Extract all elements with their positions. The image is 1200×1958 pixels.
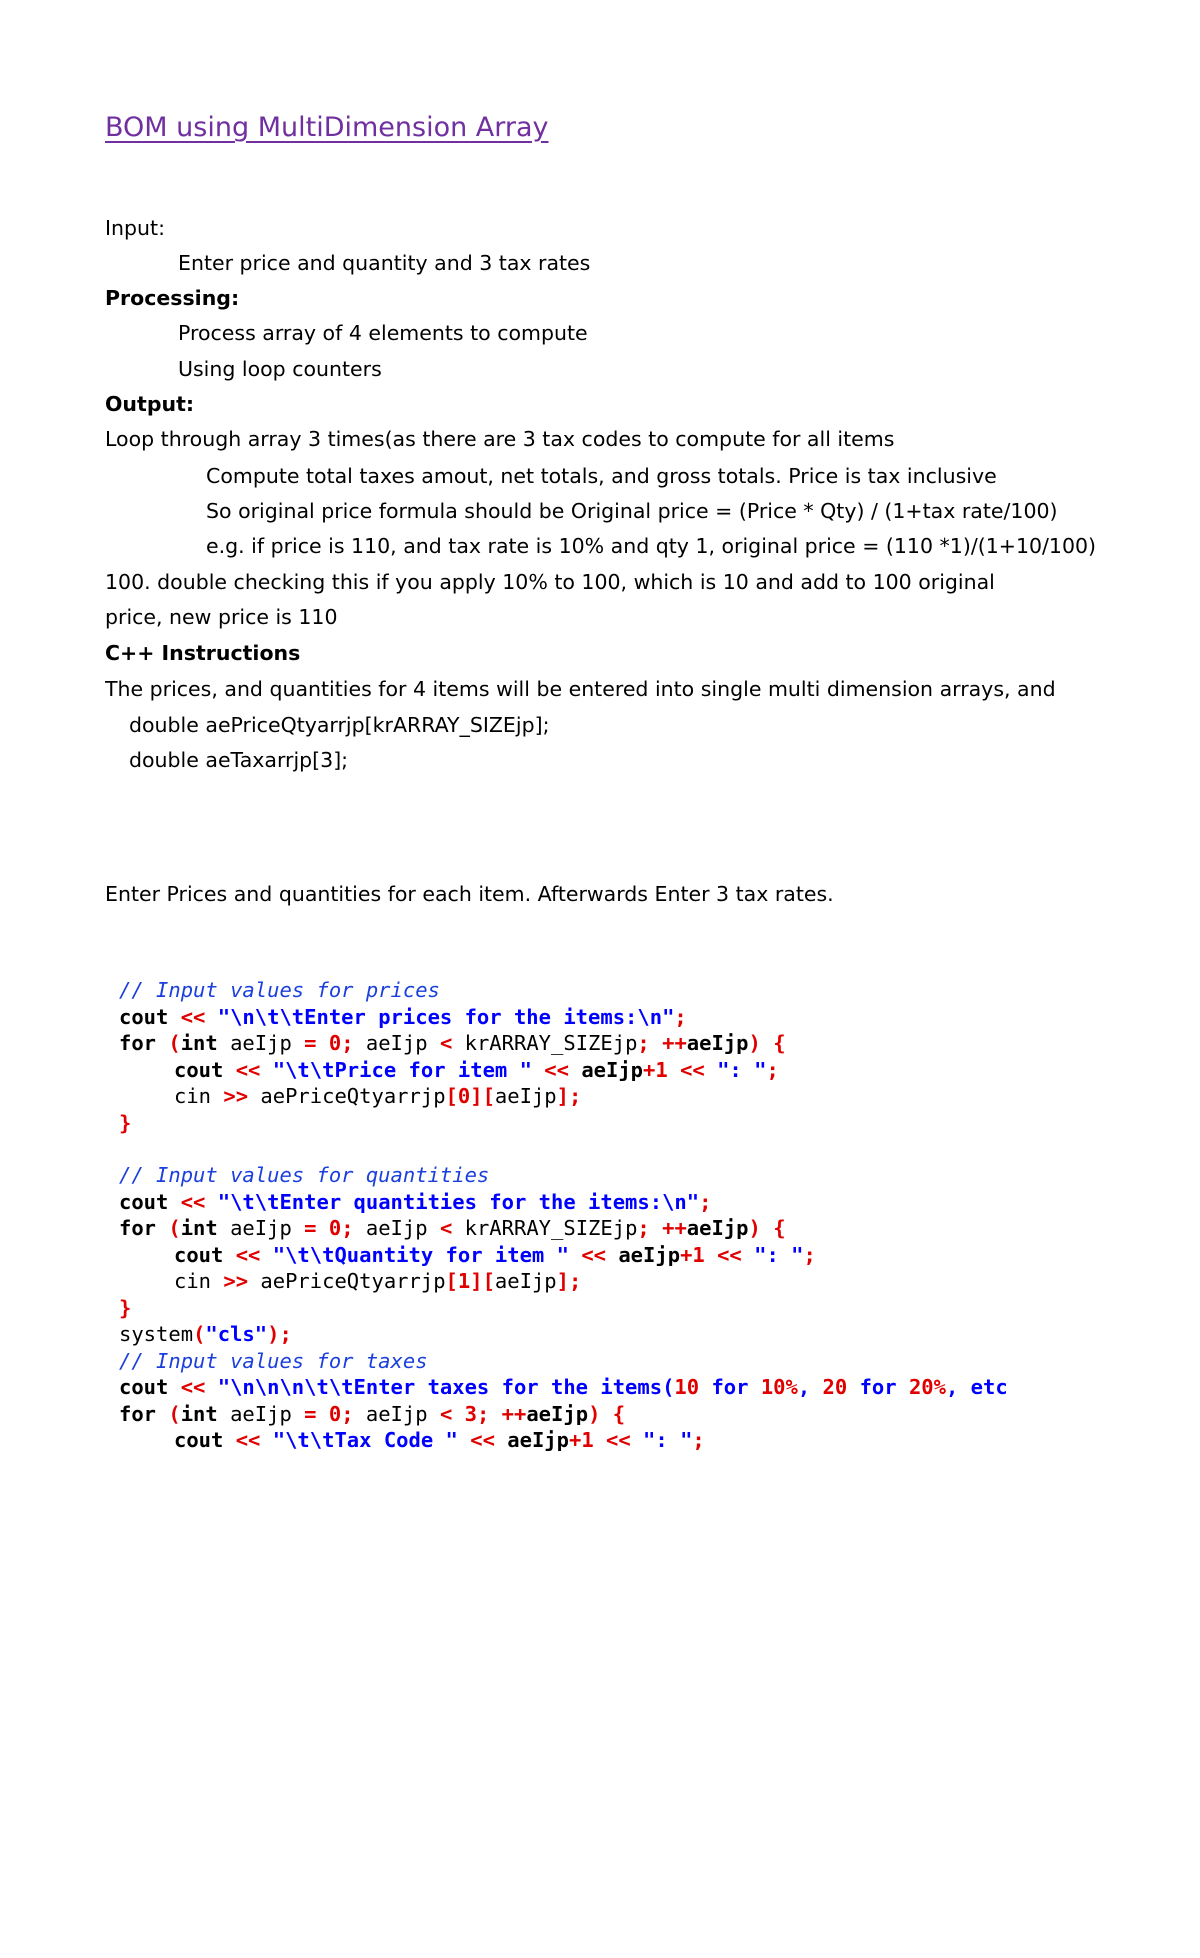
code-comment: // Input values for quantities: [119, 1163, 490, 1187]
output-line-3: So original price formula should be Original price = (Price * Qty) / (1+tax rate/100): [206, 499, 1058, 523]
code-token: 3: [464, 1401, 477, 1426]
code-line: [119, 1348, 428, 1375]
code-line: [119, 1189, 711, 1216]
input-text: Enter price and quantity and 3 tax rates: [178, 251, 591, 275]
code-token: krARRAY_SIZEjp: [464, 1031, 638, 1055]
code-token: <<: [680, 1057, 718, 1082]
code-token: >>: [223, 1084, 261, 1108]
processing-line-1: Process array of 4 elements to compute: [178, 321, 588, 345]
code-token: +1: [568, 1428, 607, 1452]
code-line: [119, 1295, 131, 1322]
code-token: 0: [328, 1216, 342, 1240]
code-token: +1: [680, 1242, 718, 1267]
code-token: <<: [235, 1057, 273, 1082]
code-token: aeIjp: [494, 1269, 557, 1293]
code-token: <<: [717, 1242, 755, 1267]
code-token: ;: [341, 1401, 366, 1426]
code-token: ;: [692, 1428, 705, 1452]
code-token: 10%: [760, 1375, 798, 1399]
code-line: [174, 1242, 816, 1269]
code-token: +1: [643, 1057, 681, 1082]
code-token: (: [193, 1322, 206, 1346]
code-token: ;: [803, 1242, 816, 1267]
code-line: [174, 1083, 581, 1110]
code-token: }: [119, 1295, 132, 1320]
code-token: 0: [457, 1084, 471, 1108]
code-line: [119, 977, 440, 1004]
code-line: [174, 1427, 705, 1454]
cpp-line-1: The prices, and quantities for 4 items will be entered into single multi dimension arrays, and: [105, 677, 1056, 701]
code-line: [119, 1215, 786, 1242]
code-token: [: [445, 1269, 458, 1293]
code-token: =: [304, 1216, 329, 1240]
code-token: aeIjp: [581, 1057, 644, 1082]
code-token: ) {: [748, 1031, 786, 1055]
code-token: 10: [674, 1375, 712, 1399]
code-token: aeIjp: [230, 1216, 305, 1240]
code-token: (: [168, 1031, 181, 1055]
code-token: (: [168, 1216, 181, 1240]
code-token: aeIjp: [365, 1031, 440, 1055]
cpp-heading: C++ Instructions: [105, 641, 301, 665]
code-token: ;: [637, 1216, 663, 1240]
code-token: <<: [180, 1004, 218, 1029]
code-token: ) {: [748, 1216, 786, 1240]
code-token: <<: [470, 1428, 508, 1452]
code-comment: // Input values for prices: [119, 978, 440, 1002]
code-token: aeIjp: [365, 1216, 440, 1240]
code-token: ": ": [643, 1428, 693, 1452]
code-token: ++: [662, 1031, 687, 1055]
code-token: 20%: [908, 1375, 946, 1399]
code-token: ": ": [754, 1242, 804, 1267]
code-token: <: [439, 1031, 465, 1055]
code-token: ,: [797, 1375, 823, 1399]
code-token: cout: [119, 1004, 181, 1029]
code-token: for: [119, 1031, 169, 1055]
code-line: [119, 1321, 292, 1348]
processing-heading: Processing:: [105, 286, 240, 310]
code-line: [174, 1057, 779, 1084]
code-token: ];: [556, 1084, 582, 1108]
code-token: cin: [174, 1084, 224, 1108]
code-token: aeIjp: [494, 1084, 557, 1108]
code-token: aeIjp: [230, 1401, 305, 1426]
code-line: [174, 1268, 581, 1295]
enter-instructions: Enter Prices and quantities for each item. Afterwards Enter 3 tax rates.: [105, 882, 834, 906]
code-token: ;: [637, 1031, 663, 1055]
page-title: BOM using MultiDimension Array: [105, 112, 549, 143]
code-token: for: [711, 1375, 761, 1399]
code-token: ;: [341, 1216, 366, 1240]
code-token: <: [439, 1216, 465, 1240]
code-line: [119, 1401, 625, 1428]
code-token: cout: [174, 1057, 236, 1082]
code-token: ;: [476, 1401, 502, 1426]
code-token: 0: [328, 1401, 342, 1426]
code-comment: // Input values for taxes: [119, 1348, 428, 1373]
code-token: cout: [119, 1189, 181, 1214]
code-token: <<: [606, 1428, 644, 1452]
code-token: system: [119, 1322, 194, 1346]
output-line-5: 100. double checking this if you apply 10% to 100, which is 10 and add to 100 original: [105, 570, 995, 594]
code-token: =: [304, 1401, 329, 1426]
code-token: int: [180, 1401, 231, 1426]
code-token: aeIjp: [618, 1242, 681, 1267]
code-token: >>: [223, 1269, 261, 1293]
code-token: int: [180, 1031, 231, 1055]
cpp-declaration-2: double aeTaxarrjp[3];: [129, 748, 349, 772]
code-token: aeIjp: [230, 1031, 305, 1055]
code-token: <<: [235, 1428, 273, 1452]
code-token: =: [304, 1031, 329, 1055]
code-token: aeIjp: [526, 1401, 589, 1426]
code-token: 0: [328, 1031, 342, 1055]
code-token: ) {: [588, 1401, 626, 1426]
code-token: krARRAY_SIZEjp: [464, 1216, 638, 1240]
code-token: ][: [470, 1269, 495, 1293]
code-token: aeIjp: [365, 1401, 440, 1426]
output-line-1: Loop through array 3 times(as there are 3 tax codes to compute for all items: [105, 427, 895, 451]
code-token: ;: [674, 1004, 687, 1029]
code-token: "cls": [205, 1322, 268, 1346]
code-token: <<: [180, 1375, 218, 1399]
code-token: <<: [235, 1242, 273, 1267]
code-token: 1: [457, 1269, 471, 1293]
code-line: [119, 1162, 489, 1189]
code-token: aeIjp: [686, 1031, 749, 1055]
cpp-declaration-1: double aePriceQtyarrjp[krARRAY_SIZEjp];: [129, 713, 550, 737]
code-line: [119, 1004, 687, 1031]
input-heading: Input:: [105, 216, 165, 240]
code-line: [119, 1374, 1008, 1401]
output-line-4: e.g. if price is 110, and tax rate is 10% and qty 1, original price = (110 *1)/(1+10/100): [206, 534, 1097, 558]
code-token: cout: [119, 1375, 181, 1399]
code-token: cout: [174, 1242, 236, 1267]
code-token: <<: [180, 1189, 218, 1214]
output-heading: Output:: [105, 392, 195, 416]
code-token: for: [119, 1216, 169, 1240]
code-block: [119, 977, 1119, 1457]
code-token: [: [445, 1084, 458, 1108]
code-token: }: [119, 1110, 132, 1135]
code-token: "\t\tQuantity for item ": [272, 1242, 582, 1267]
code-line: [119, 1110, 131, 1137]
code-token: (: [168, 1401, 181, 1426]
code-token: ": ": [717, 1057, 767, 1082]
output-line-2: Compute total taxes amout, net totals, and gross totals. Price is tax inclusive: [206, 464, 997, 488]
processing-line-2: Using loop counters: [178, 357, 382, 381]
code-token: <<: [544, 1057, 582, 1082]
code-token: <: [439, 1401, 465, 1426]
code-token: ];: [556, 1269, 582, 1293]
code-token: "\n\t\tEnter prices for the items:\n": [217, 1004, 675, 1029]
code-token: ][: [470, 1084, 495, 1108]
code-token: for: [119, 1401, 169, 1426]
code-token: aeIjp: [686, 1216, 749, 1240]
code-token: <<: [581, 1242, 619, 1267]
code-token: ++: [662, 1216, 687, 1240]
code-token: cout: [174, 1428, 236, 1452]
code-token: "\t\tPrice for item ": [272, 1057, 545, 1082]
code-token: 20: [822, 1375, 860, 1399]
code-token: for: [859, 1375, 909, 1399]
code-token: aePriceQtyarrjp: [260, 1084, 446, 1108]
code-token: cin: [174, 1269, 224, 1293]
code-token: aeIjp: [507, 1428, 569, 1452]
code-token: int: [180, 1216, 231, 1240]
code-token: aePriceQtyarrjp: [260, 1269, 446, 1293]
code-token: );: [267, 1322, 292, 1346]
code-token: ;: [699, 1189, 712, 1214]
code-token: "\t\tTax Code ": [272, 1428, 471, 1452]
code-token: ++: [501, 1401, 527, 1426]
code-line: [119, 1030, 786, 1057]
code-token: "\t\tEnter quantities for the items:\n": [217, 1189, 700, 1214]
code-token: "\n\n\n\t\tEnter taxes for the items(: [217, 1375, 675, 1399]
output-line-6: price, new price is 110: [105, 605, 338, 629]
code-token: ;: [341, 1031, 366, 1055]
code-token: ;: [766, 1057, 779, 1082]
code-token: , etc: [945, 1375, 1008, 1399]
